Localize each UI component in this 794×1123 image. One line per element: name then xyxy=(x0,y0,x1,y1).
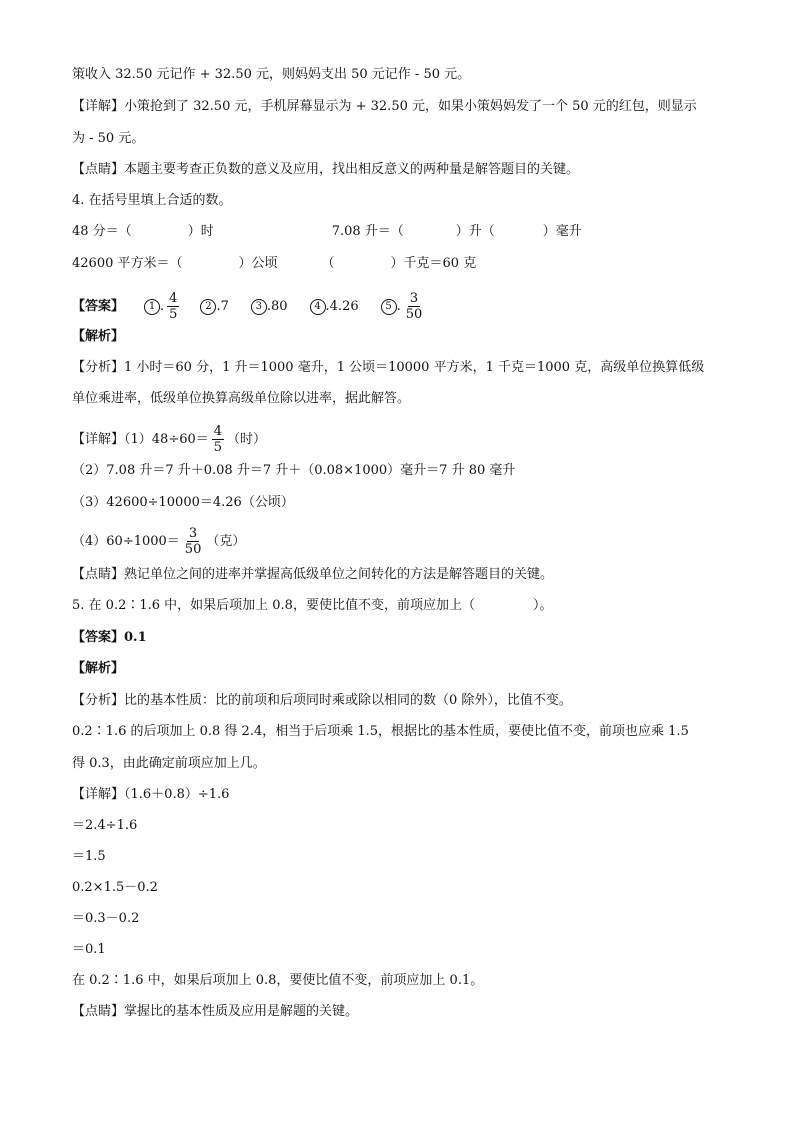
analysis-label: 【解析】 xyxy=(72,661,125,676)
blank-suffix: ）时 xyxy=(187,224,214,239)
conclusion-line: 在 0.2∶1.6 中，如果后项加上 0.8，要使比值不变，前项应加上 0.1。 xyxy=(72,973,484,988)
question-4-row-1 xyxy=(72,223,582,241)
calc-step: ＝0.3－0.2 xyxy=(72,911,140,926)
blank-suffix: ）千克＝60 克 xyxy=(390,256,477,271)
circled-number: 1 xyxy=(144,299,160,315)
blank-prefix: 42600 平方米＝（ xyxy=(72,256,183,271)
key-point-line: 【点睛】掌握比的基本性质及应用是解题的关键。 xyxy=(72,1004,359,1019)
blank-suffix: ）升（ xyxy=(455,224,495,239)
answer-value: .4.26 xyxy=(325,299,359,314)
blank-suffix: ）公顷 xyxy=(238,256,278,271)
detail-line-3: （3）42600÷10000＝4.26（公顷） xyxy=(72,495,294,510)
question-4-title: 4. 在括号里填上合适的数。 xyxy=(72,193,232,208)
blank-prefix: 7.08 升＝（ xyxy=(331,224,404,239)
blank-suffix: ）毫升 xyxy=(542,224,582,239)
analysis-line: 得 0.3，由此确定前项应加上几。 xyxy=(72,756,266,771)
circled-number: 4 xyxy=(310,299,326,315)
calc-step: ＝0.1 xyxy=(72,942,106,957)
key-point-line: 【点睛】熟记单位之间的进率并掌握高低级单位之间转化的方法是解答题目的关键。 xyxy=(72,567,554,582)
blank-prefix: （ xyxy=(321,256,335,271)
detail-line-4: （4）60÷1000＝ $\frac{3}{50}$ （克） xyxy=(72,526,246,557)
analysis-label: 【解析】 xyxy=(72,329,125,344)
detail-line: 【详解】小策抢到了 32.50 元，手机屏幕显示为 + 32.50 元，如果小策妈妈发了一个 50 元的红包，则显示 xyxy=(72,99,697,114)
calc-step: ＝1.5 xyxy=(72,849,106,864)
answer-value: .7 xyxy=(216,299,229,314)
analysis-line: 【分析】1 小时＝60 分，1 升＝1000 毫升，1 公顷＝10000 平方米，1 千克＝1000 克，高级单位换算低级 xyxy=(72,360,705,375)
circled-number: 3 xyxy=(251,299,267,315)
calc-step: 0.2×1.5－0.2 xyxy=(72,880,158,895)
answer-value: .80 xyxy=(266,299,288,314)
analysis-line: 单位乘进率，低级单位换算高级单位除以进率，据此解答。 xyxy=(72,391,411,406)
key-point-line: 【点睛】本题主要考查正负数的意义及应用，找出相反意义的两种量是解答题目的关键。 xyxy=(72,162,580,177)
text-line: 为 - 50 元。 xyxy=(72,131,145,146)
question-4-answer: 【答案】 1 . $\frac{4}{5}$ 2 .7 3 .80 4 .4.26 5 . $\frac{3}{50}$ xyxy=(72,291,423,322)
circled-number: 2 xyxy=(200,299,216,315)
answer-label: 【答案】 xyxy=(72,299,125,314)
calc-step: ＝2.4÷1.6 xyxy=(72,818,138,833)
answer-line: 【答案】0.1 xyxy=(72,630,147,645)
detail-line: 【详解】（1.6＋0.8）÷1.6 xyxy=(72,787,230,802)
fraction: $\frac{4}{5}$ xyxy=(169,291,178,322)
detail-line-2: （2）7.08 升＝7 升＋0.08 升＝7 升＋（0.08×1000）毫升＝7 升 80 毫升 xyxy=(72,463,516,478)
fraction: $\frac{3}{50}$ xyxy=(405,291,423,322)
analysis-line: 0.2∶1.6 的后项加上 0.8 得 2.4，相当于后项乘 1.5，根据比的基本性质，要使比值不变，前项也应乘 1.5 xyxy=(72,724,689,739)
detail-line-1: 【详解】（1）48÷60＝ $\frac{4}{5}$ （时） xyxy=(72,424,267,455)
blank-prefix: 48 分＝（ xyxy=(72,224,132,239)
analysis-line: 【分析】比的基本性质：比的前项和后项同时乘或除以相同的数（0 除外），比值不变。 xyxy=(72,693,572,708)
question-5-title: 5. 在 0.2∶1.6 中，如果后项加上 0.8，要使比值不变，前项应加上（ ）。 xyxy=(72,598,553,613)
text-line: 策收入 32.50 元记作 + 32.50 元，则妈妈支出 50 元记作 - 50 元。 xyxy=(72,67,471,82)
circled-number: 5 xyxy=(381,299,397,315)
fraction: $\frac{3}{50}$ xyxy=(184,526,202,557)
question-4-row-2 xyxy=(72,255,476,273)
fraction: $\frac{4}{5}$ xyxy=(213,424,223,455)
